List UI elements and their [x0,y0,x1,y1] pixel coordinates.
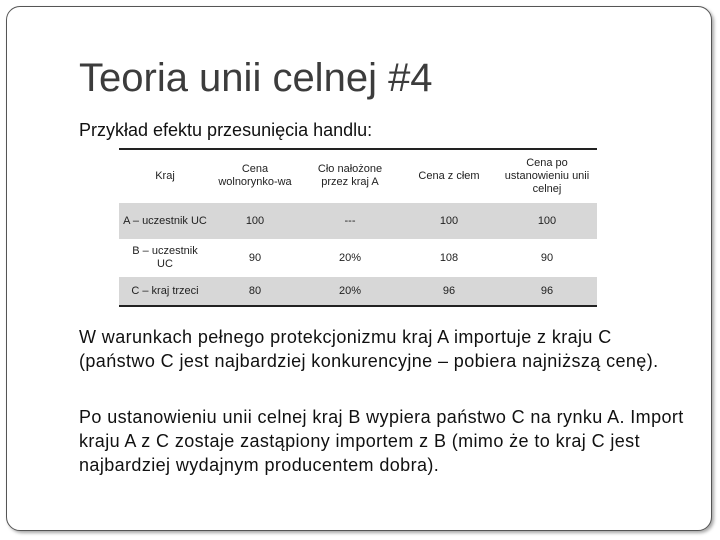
table-row [119,240,597,277]
header-price-with-tariff: Cena z cłem [418,169,480,182]
header-tariff: Cło nałożone przez kraj A [317,163,383,188]
table-cell: A – uczestnik UC [119,203,211,240]
header-country: Kraj [155,169,175,182]
table-cell: 90 [211,240,299,277]
header-price-after-union: Cena po ustanowieniu unii celnej [504,156,590,195]
table-cell: 100 [401,203,497,240]
table-cell: --- [299,203,401,240]
table-cell: B – uczestnik UC [119,240,211,277]
table-row [119,277,597,307]
table-cell: 96 [497,277,597,307]
table-cell: 90 [497,240,597,277]
table-cell: 100 [211,203,299,240]
table-cell: 100 [497,203,597,240]
paragraph-customs-union: Po ustanowieniu unii celnej kraj B wypiera państwo C na rynku A. Import kraju A z C zostaje zastąpiony importem z B (mimo że to kraj C jest najbardziej wydajnym producentem dobra). [79,407,684,475]
table-cell: 20% [299,277,401,307]
slide-subtitle: Przykład efektu przesunięcia handlu: [79,120,373,140]
table-row [119,203,597,240]
trade-diversion-table [119,148,597,307]
paragraph-protectionism: W warunkach pełnego protekcjonizmu kraj A importuje z kraju C (państwo C jest najbardziej konkurencyjne – pobiera najniższą cenę). [79,327,659,371]
slide-title: Teoria unii celnej #4 [79,56,433,100]
table-cell: 80 [211,277,299,307]
table-cell: 108 [401,240,497,277]
table-cell: 20% [299,240,401,277]
table-cell: 96 [401,277,497,307]
table-cell: C – kraj trzeci [119,277,211,307]
table-header-row [119,149,597,203]
header-free-market-price: Cena wolnorynko-wa [218,163,292,188]
